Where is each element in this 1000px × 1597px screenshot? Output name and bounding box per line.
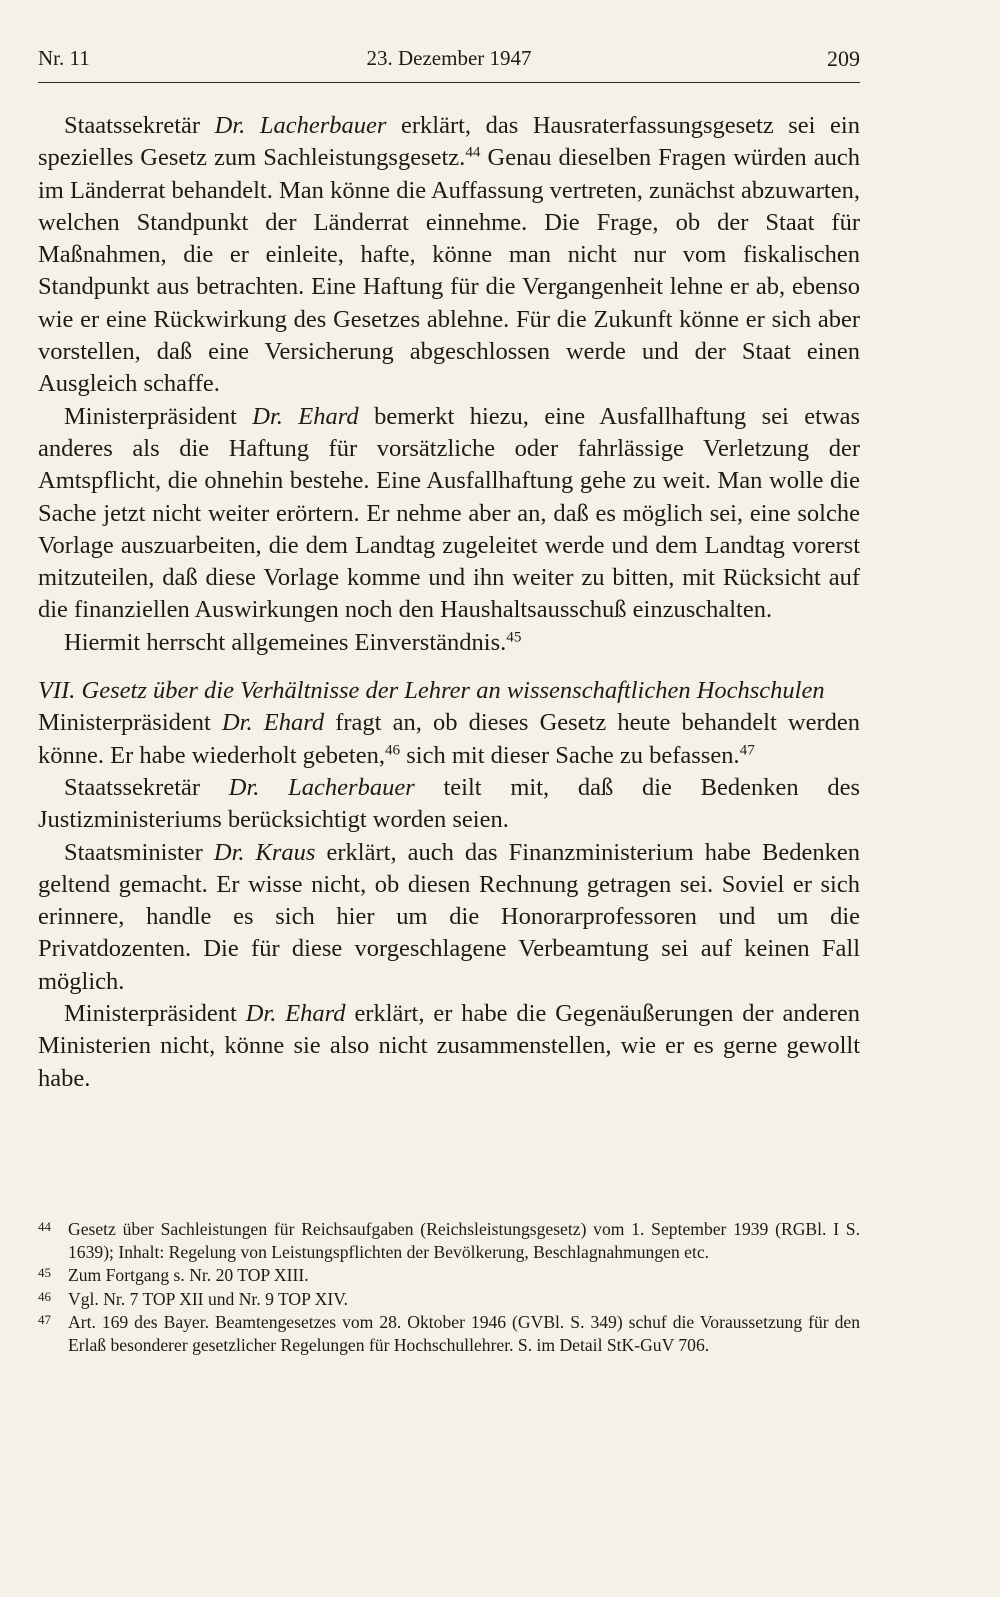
page-number: 209	[827, 46, 860, 71]
footnotes	[38, 1218, 860, 1358]
footnote-ref: 47	[739, 741, 755, 759]
paragraph: Staatssekretär Dr. Lacherbauer erklärt, das Hausraterfassungsgesetz sei ein spezielles Gesetz zum Sachleistungsgesetz.$^{44}$ Genau dieselben Fragen würden auch im Länderrat behandelt. Man könne die Auffassung vertreten, zunächst abzuwarten, welchen Standpunkt der Länderrat einnehme. Die Frage, ob der Staat für Maßnahmen, die er einleite, hafte, könne man nicht nur vom fiskalischen Standpunkt aus betrachten. Eine Haftung für die Vergangenheit lehne er ab, ebenso wie er eine Rückwirkung des Gesetzes ablehne. Für die Zukunft könne er sich aber vorstellen, daß eine Versicherung abgeschlossen werde und der Staat einen Ausgleich schaffe.	[38, 112, 860, 398]
footnote: 45 Zum Fortgang s. Nr. 20 TOP XIII.	[38, 1265, 309, 1286]
speaker-name: Dr. Lacherbauer	[214, 112, 387, 139]
speaker-name: Dr. Kraus	[213, 838, 316, 866]
main-text	[38, 110, 860, 1095]
paragraph: Hiermit herrscht allgemeines Einverständnis.$^{45}$	[64, 628, 522, 656]
speaker-name: Dr. Ehard	[245, 1000, 346, 1028]
paragraph: Staatsminister Dr. Kraus erklärt, auch das Finanzministerium habe Bedenken geltend gemacht. Er wisse nicht, ob diesen Rechnung getragen sei. Soviel er sich erinnere, handle es sich hier um die Honorarprofessoren und um die Privatdozenten. Die für diese vorgeschlagene Verbeamtung sei auf keinen Fall möglich.	[38, 838, 860, 995]
paragraph: Ministerpräsident Dr. Ehard erklärt, er habe die Gegenäußerungen der anderen Ministerien nicht, könne sie also nicht zusammenstellen, wie er es gerne gewollt habe.	[38, 1000, 860, 1092]
footnote-number: 45	[38, 1265, 51, 1281]
paragraph: Staatssekretär Dr. Lacherbauer teilt mit, daß die Bedenken des Justizministeriums berücksichtigt worden seien.	[38, 773, 860, 834]
speaker-name: Dr. Ehard	[252, 402, 359, 430]
footnote: 47 Art. 169 des Bayer. Beamtengesetzes vom 28. Oktober 1946 (GVBl. S. 349) schuf die Voraussetzung für den Erlaß besonderer gesetzlicher Regelungen für Hochschullehrer. S. im Detail StK-GuV 706.	[38, 1312, 860, 1355]
issue-date: 23. Dezember 1947	[366, 46, 532, 70]
footnote-ref: 46	[384, 741, 401, 759]
header-rule	[38, 82, 860, 83]
footnote-ref: 45	[506, 628, 522, 646]
footnote-number: 44	[38, 1219, 51, 1234]
footnote: 46 Vgl. Nr. 7 TOP XII und Nr. 9 TOP XIV.	[38, 1288, 349, 1309]
footnote: 44 Gesetz über Sachleistungen für Reichsaufgaben (Reichsleistungsgesetz) vom 1. September 1939 (RGBl. I S. 1639); Inhalt: Regelung von Leistungspflichten der Bevölkerung, Beschlagnahmungen etc.	[38, 1219, 860, 1262]
paragraph: Ministerpräsident Dr. Ehard bemerkt hiezu, eine Ausfallhaftung sei etwas anderes als die Haftung für vorsätzliche oder fahrlässige Verletzung der Amtspflicht, die ohnehin bestehe. Eine Ausfallhaftung gehe zu weit. Man wolle die Sache jetzt nicht weiter erörtern. Er nehme aber an, daß es möglich sei, eine solche Vorlage auszuarbeiten, die dem Landtag zugeleitet werde und dem Landtag vorerst mitzuteilen, daß diese Vorlage komme und ihn weiter zu bitten, mit Rücksicht auf die finanziellen Auswirkungen noch den Haushaltsausschuß einzuschalten.	[38, 402, 861, 624]
speaker-name: Dr. Ehard	[221, 709, 325, 737]
footnote-number: 46	[38, 1288, 51, 1304]
speaker-name: Dr. Lacherbauer	[228, 773, 415, 801]
issue-number: Nr. 11	[38, 46, 90, 70]
section-heading: VII. Gesetz über die Verhältnisse der Lehrer an wissenschaftlichen Hochschulen	[38, 677, 825, 705]
footnote-number: 47	[38, 1312, 51, 1328]
running-head	[38, 46, 860, 78]
paragraph: Ministerpräsident Dr. Ehard fragt an, ob dieses Gesetz heute behandelt werden könne. Er habe wiederholt gebeten,$^{46}$ sich mit dieser Sache zu befassen.$^{47}$	[38, 709, 861, 769]
footnote-ref: 44	[465, 143, 481, 161]
